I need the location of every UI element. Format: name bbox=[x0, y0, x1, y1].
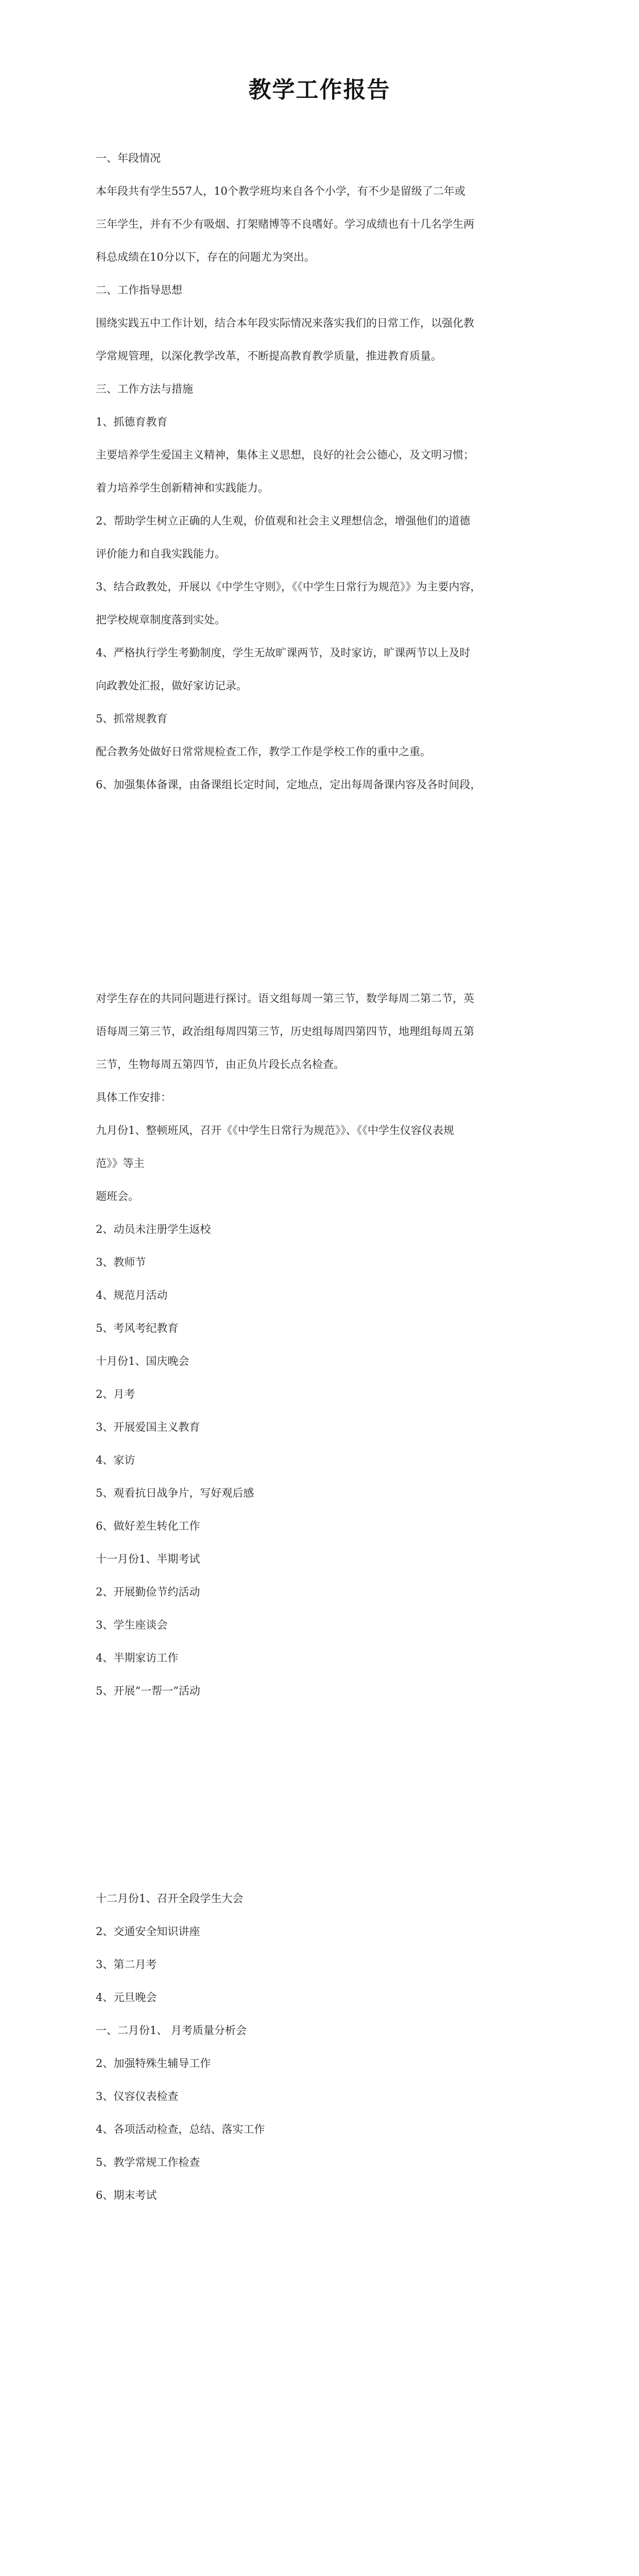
text-line: 2、月考 bbox=[96, 1388, 135, 1400]
text-line: 3、开展爱国主义教育 bbox=[96, 1421, 200, 1433]
text-line: 3、仪容仪表检查 bbox=[96, 2090, 179, 2103]
document-title: 教学工作报告 bbox=[248, 77, 391, 103]
text-line: 2、动员未注册学生返校 bbox=[96, 1223, 211, 1235]
text-line: 5、抓常规教育 bbox=[96, 713, 168, 725]
text-line: 题班会。 bbox=[96, 1190, 139, 1202]
text-line: 5、开展“一帮一”活动 bbox=[96, 1685, 200, 1697]
text-line: 范》》等主 bbox=[96, 1157, 145, 1170]
text-line: 主要培养学生爱国主义精神，集体主义思想，良好的社会公德心，及文明习惯； bbox=[96, 449, 474, 461]
text-line: 5、观看抗日战争片，写好观后感 bbox=[96, 1487, 254, 1499]
text-line: 本年段共有学生557人，10个教学班均来自各个小学，有不少是留级了二年或 bbox=[96, 185, 465, 197]
text-line: 6、加强集体备课，由备课组长定时间，定地点，定出每周备课内容及各时间段， bbox=[96, 778, 481, 791]
text-line: 十二月份1、召开全段学生大会 bbox=[96, 1892, 244, 1905]
text-line: 2、开展勤俭节约活动 bbox=[96, 1586, 200, 1598]
section-later-schedule bbox=[96, 1882, 549, 2212]
text-line: 3、学生座谈会 bbox=[96, 1619, 168, 1631]
text-line: 5、考风考纪教育 bbox=[96, 1322, 179, 1334]
text-line: 三年学生，并有不少有吸烟、打架赌博等不良嗜好。学习成绩也有十几名学生两 bbox=[96, 218, 474, 230]
text-line: 十月份1、国庆晚会 bbox=[96, 1355, 189, 1367]
text-line: 2、交通安全知识讲座 bbox=[96, 1925, 200, 1938]
text-line: 4、家访 bbox=[96, 1454, 135, 1466]
text-line: 6、期末考试 bbox=[96, 2189, 157, 2201]
text-line: 3、教师节 bbox=[96, 1256, 146, 1268]
text-line: 5、教学常规工作检查 bbox=[96, 2156, 200, 2168]
text-line: 三、工作方法与措施 bbox=[96, 383, 193, 395]
text-line: 具体工作安排： bbox=[96, 1091, 171, 1104]
text-line: 3、第二月考 bbox=[96, 1958, 157, 1971]
text-line: 二、工作指导思想 bbox=[96, 284, 182, 296]
section-year-overview bbox=[96, 142, 549, 801]
text-line: 2、帮助学生树立正确的人生观，价值观和社会主义理想信念，增强他们的道德 bbox=[96, 515, 471, 527]
text-line: 3、结合政教处，开展以《中学生守则》，《《中学生日常行为规范》》为主要内容， bbox=[96, 581, 481, 593]
text-line: 评价能力和自我实践能力。 bbox=[96, 548, 226, 560]
text-line: 一、二月份1、 月考质量分析会 bbox=[96, 2024, 247, 2037]
text-line: 4、半期家访工作 bbox=[96, 1652, 179, 1664]
text-line: 科总成绩在10分以下，存在的问题尤为突出。 bbox=[96, 251, 315, 263]
text-line: 配合教务处做好日常常规检查工作，教学工作是学校工作的重中之重。 bbox=[96, 745, 431, 758]
text-line: 1、抓德育教育 bbox=[96, 416, 168, 428]
text-line: 语每周三第三节，政治组每周四第三节，历史组每周四第四节，地理组每周五第 bbox=[96, 1025, 474, 1038]
section-work-schedule bbox=[96, 982, 549, 1707]
text-line: 学常规管理，以深化教学改革，不断提高教育教学质量，推进教育质量。 bbox=[96, 350, 442, 362]
text-line: 4、严格执行学生考勤制度，学生无故旷课两节，及时家访，旷课两节以上及时 bbox=[96, 647, 471, 659]
text-line: 4、元旦晚会 bbox=[96, 1991, 157, 2004]
text-line: 一、年段情况 bbox=[96, 152, 161, 164]
text-line: 6、做好差生转化工作 bbox=[96, 1520, 200, 1532]
text-line: 三节，生物每周五第四节，由正负片段长点名检查。 bbox=[96, 1058, 344, 1071]
text-line: 着力培养学生创新精神和实践能力。 bbox=[96, 482, 269, 494]
text-line: 十一月份1、半期考试 bbox=[96, 1553, 200, 1565]
text-line: 4、各项活动检查，总结、落实工作 bbox=[96, 2123, 265, 2136]
text-line: 九月份1、整顿班风，召开《《中学生日常行为规范》》、《《中学生仪容仪表规 bbox=[96, 1124, 454, 1137]
text-line: 围绕实践五中工作计划，结合本年段实际情况来落实我们的日常工作，以强化教 bbox=[96, 317, 474, 329]
text-line: 向政教处汇报，做好家访记录。 bbox=[96, 680, 247, 692]
text-line: 4、规范月活动 bbox=[96, 1289, 168, 1301]
text-line: 把学校规章制度落到实处。 bbox=[96, 614, 226, 626]
text-line: 2、加强特殊生辅导工作 bbox=[96, 2057, 211, 2070]
text-line: 对学生存在的共同问题进行探讨。语文组每周一第三节，数学每周二第二节，英 bbox=[96, 992, 474, 1005]
